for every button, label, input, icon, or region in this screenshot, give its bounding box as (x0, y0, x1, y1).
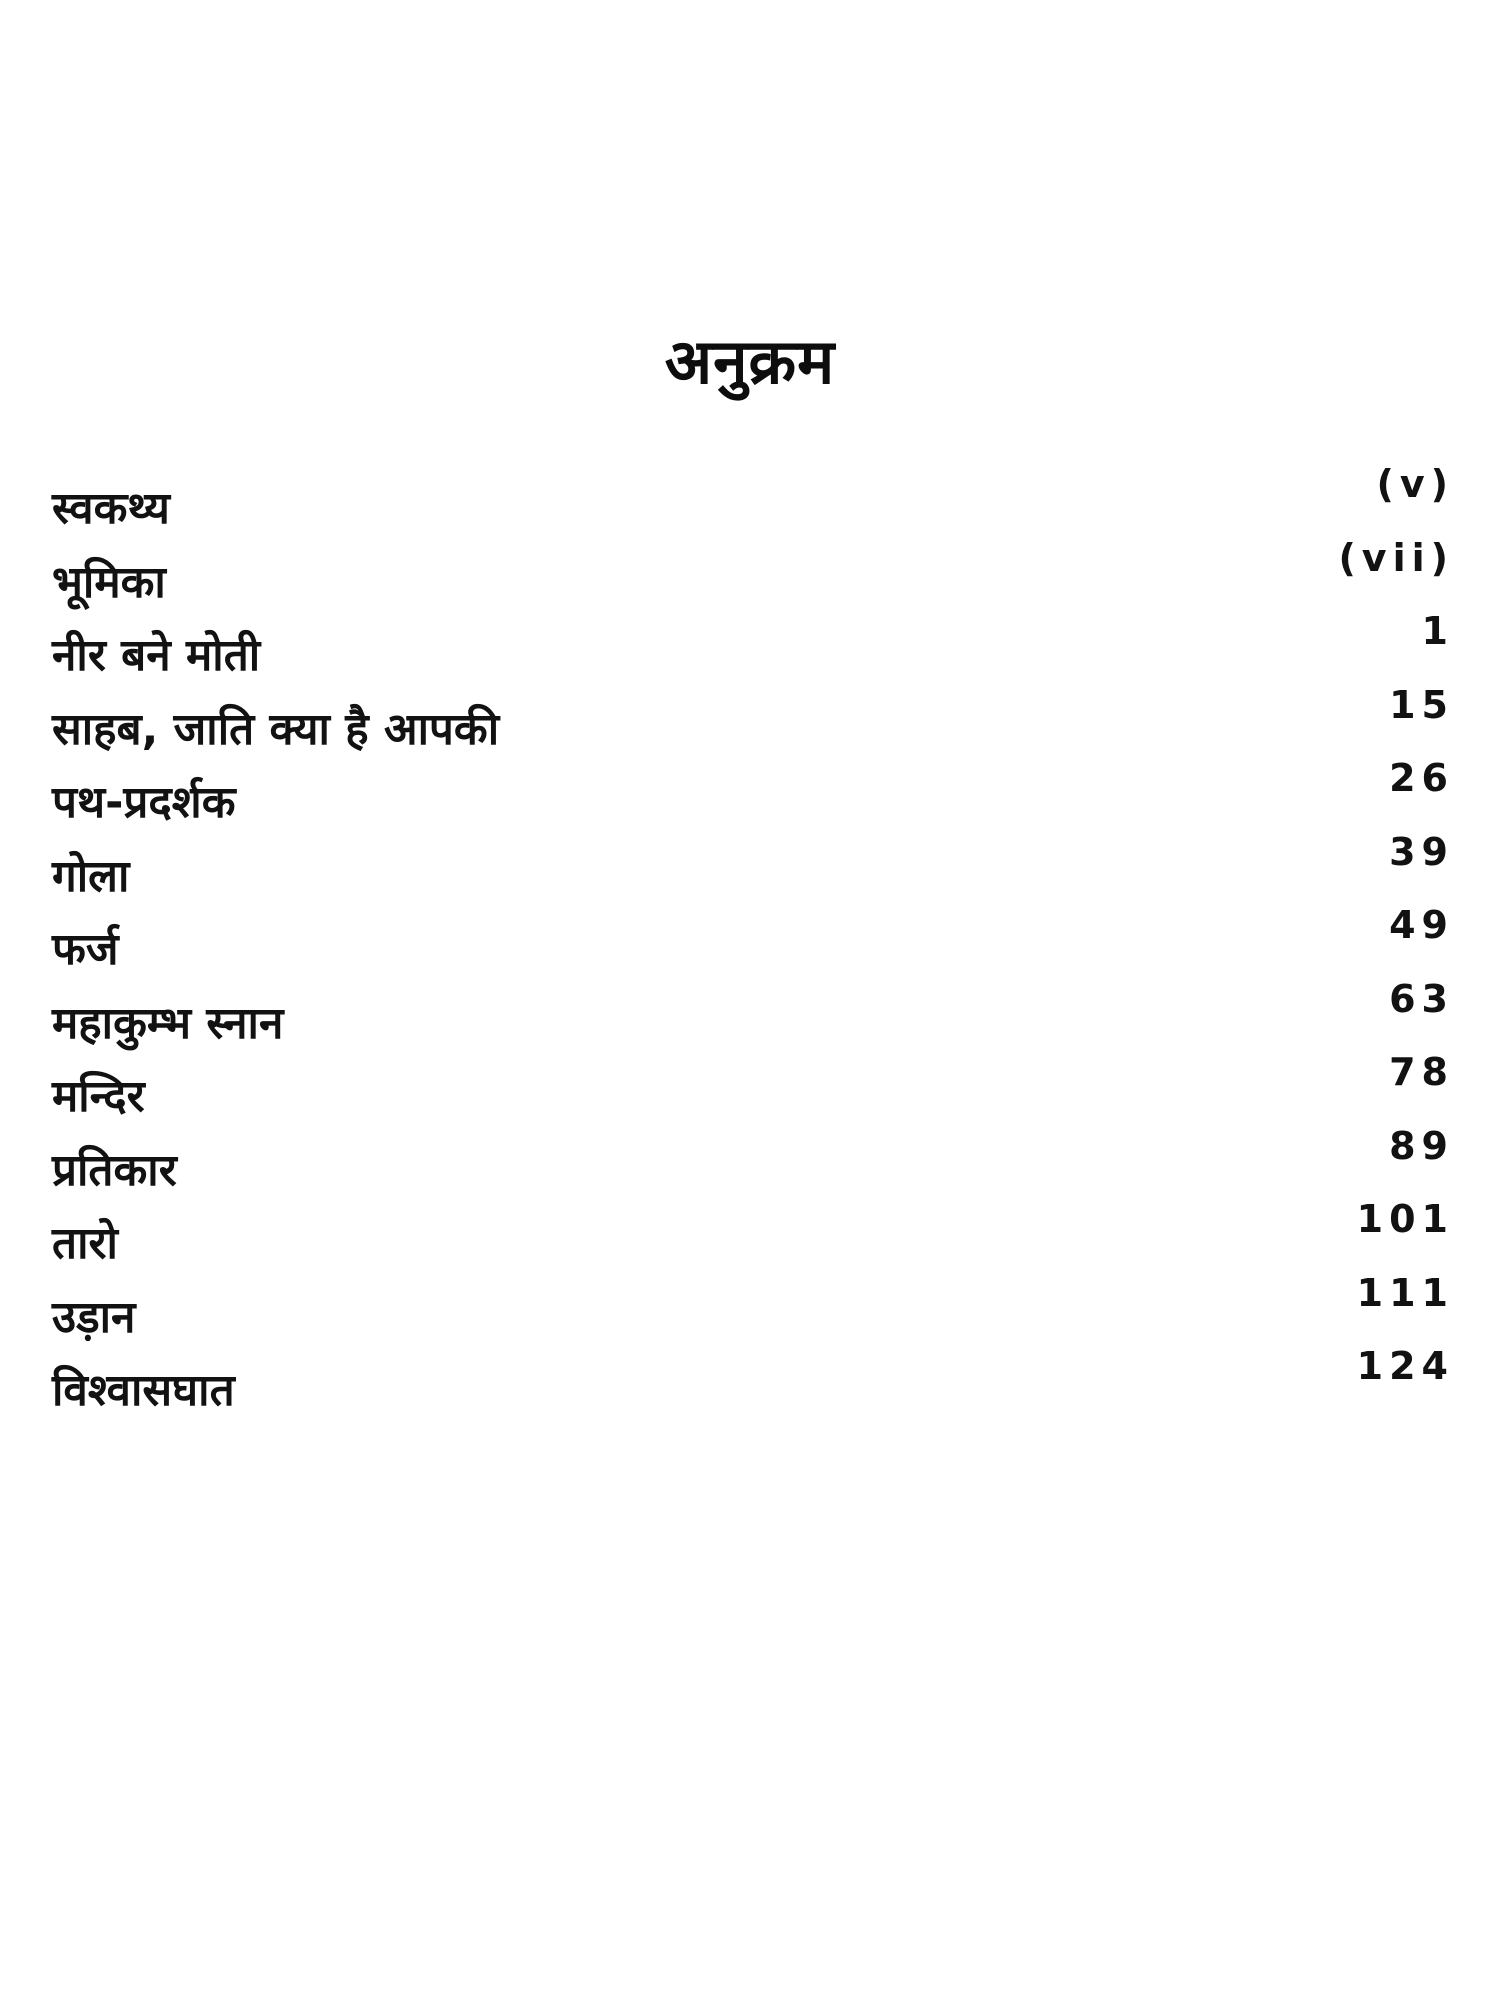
toc-entry-page: 78 (1389, 1050, 1454, 1094)
toc-entry-title: महाकुम्भ स्नान (52, 997, 284, 1049)
toc-entry-title: प्रतिकार (52, 1144, 177, 1196)
toc-entry (52, 829, 1454, 910)
toc-entry-title: भूमिका (52, 556, 166, 608)
toc-entry-title: पथ-प्रदर्शक (52, 777, 236, 828)
toc-entry (52, 1197, 1454, 1277)
page-title: अनुक्रम (664, 325, 836, 398)
toc-entry (52, 535, 1454, 616)
toc-entry-page: 1 (1421, 609, 1454, 653)
toc-entry-title: मन्दिर (52, 1071, 145, 1122)
toc-entry (52, 1344, 1454, 1424)
toc-entry (52, 609, 1454, 689)
toc-entry-page: 124 (1356, 1344, 1454, 1388)
toc-entry-title: गोला (52, 850, 130, 902)
toc-entry (52, 903, 1454, 983)
toc-entry (52, 976, 1454, 1057)
toc-entry (52, 1123, 1454, 1204)
toc-entry-page: (v) (1376, 462, 1454, 506)
toc-entry-page: 26 (1389, 756, 1454, 800)
toc-entry-page: 49 (1389, 903, 1454, 947)
toc-entry-page: 15 (1389, 682, 1454, 727)
toc-entry-title: फर्ज (52, 924, 119, 975)
toc-entry-title: स्वकथ्य (52, 483, 170, 534)
toc-entry-page: 89 (1389, 1123, 1454, 1168)
toc-entry (52, 1270, 1454, 1351)
toc-entry-title: साहब, जाति क्या है आपकी (52, 703, 500, 755)
toc-entry-title: उड़ान (52, 1291, 136, 1343)
toc-entry (52, 1050, 1454, 1130)
toc-entry-title: नीर बने मोती (52, 630, 261, 681)
toc-entry-page: 63 (1389, 976, 1454, 1021)
toc-entry (52, 682, 1454, 763)
toc-entry-page: 39 (1389, 829, 1454, 874)
table-of-contents (52, 462, 1454, 1424)
toc-entry-page: (vii) (1338, 535, 1454, 580)
toc-entry-title: विश्वासघात (52, 1365, 235, 1416)
toc-entry-page: 101 (1356, 1197, 1454, 1241)
toc-entry-page: 111 (1356, 1270, 1454, 1315)
toc-entry-title: तारो (52, 1218, 118, 1269)
toc-entry (52, 756, 1454, 836)
toc-entry (52, 462, 1454, 542)
